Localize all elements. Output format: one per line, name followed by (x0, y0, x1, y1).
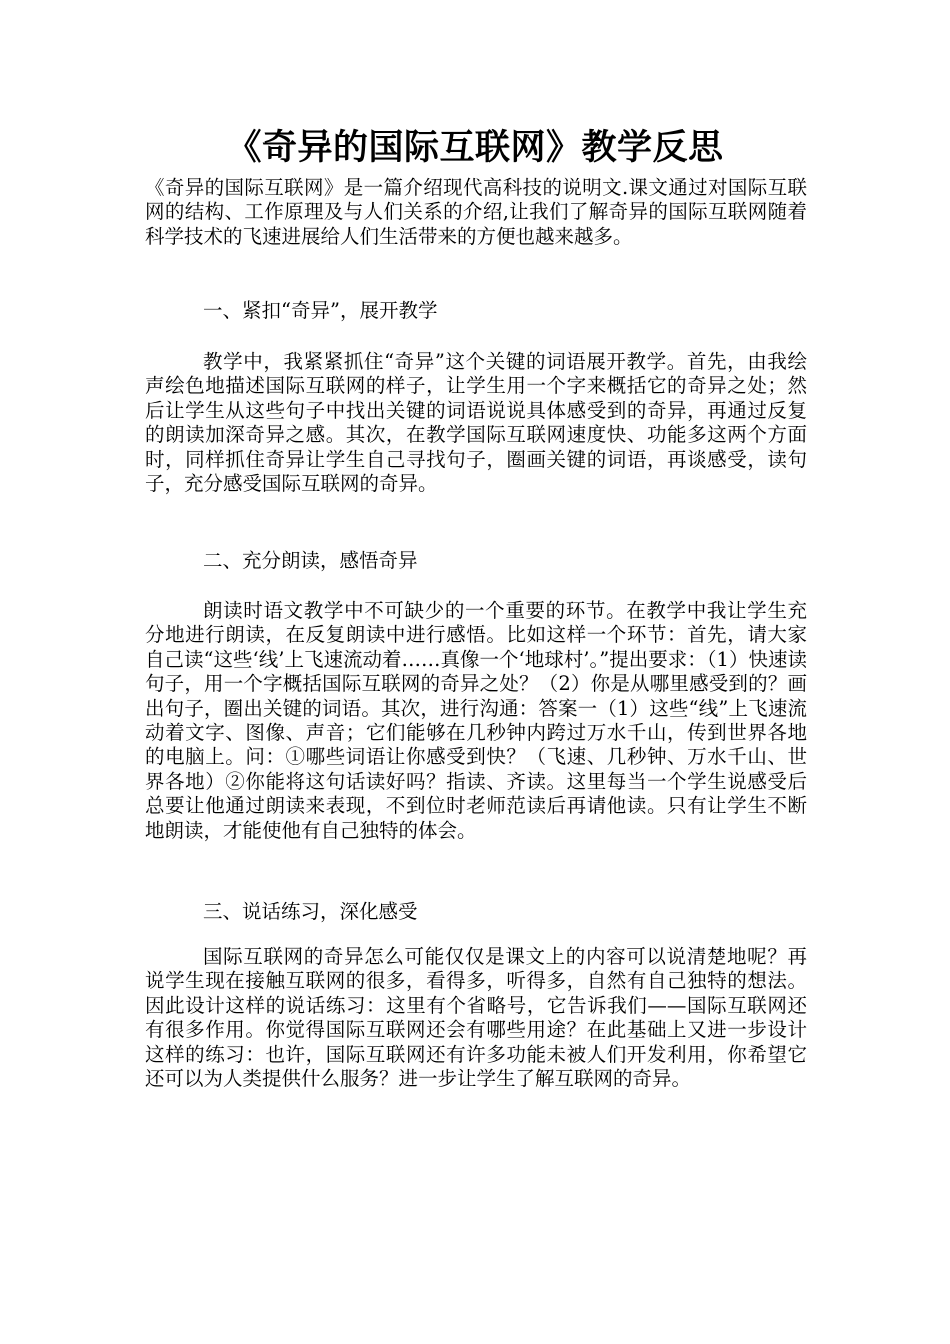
section-paragraph-2: 朗读时语文教学中不可缺少的一个重要的环节。在教学中我让学生充分地进行朗读，在反复朗读中进行感悟。比如这样一个环节：首先，请大家自己读“这些‘线’上飞速流动着……真像一个‘地球村’。”提出要求：（1）快速读句子，用一个字概括国际互联网的奇异之处？（2）你是从哪里感受到的？画出句子，圈出关键的词语。其次，进行沟通：答案一（1）这些“线”上飞速流动着文字、图像、声音；它们能够在几秒钟内跨过万水千山，传到世界各地的电脑上。问：①哪些词语让你感受到快？（飞速、几秒钟、万水千山、世界各地）②你能将这句话读好吗？指读、齐读。这里每当一个学生说感受后总要让他通过朗读来表现，不到位时老师范读后再请他读。只有让学生不断地朗读，才能使他有自己独特的体会。 (145, 599, 807, 842)
section-heading-1: 一、紧扣“奇异”，展开教学 (203, 299, 438, 322)
section-heading-3: 三、说话练习，深化感受 (203, 900, 418, 923)
section-paragraph-1: 教学中，我紧紧抓住“奇异”这个关键的词语展开教学。首先，由我绘声绘色地描述国际互联网的样子，让学生用一个字来概括它的奇异之处；然后让学生从这些句子中找出关键的词语说说具体感受到的奇异，再通过反复的朗读加深奇异之感。其次，在教学国际互联网速度快、功能多这两个方面时，同样抓住奇异让学生自己寻找句子，圈画关键的词语，再谈感受，读句子，充分感受国际互联网的奇异。 (145, 350, 807, 496)
section-paragraph-3: 国际互联网的奇异怎么可能仅仅是课文上的内容可以说清楚地呢？再说学生现在接触互联网的很多，看得多，听得多，自然有自己独特的想法。因此设计这样的说话练习：这里有个省略号，它告诉我们——国际互联网还有很多作用。你觉得国际互联网还会有哪些用途？在此基础上又进一步设计这样的练习：也许，国际互联网还有许多功能未被人们开发利用，你希望它还可以为人类提供什么服务？进一步让学生了解互联网的奇异。 (145, 945, 807, 1091)
intro-paragraph: 《奇异的国际互联网》是一篇介绍现代高科技的说明文.课文通过对国际互联网的结构、工作原理及与人们关系的介绍,让我们了解奇异的国际互联网随着科学技术的飞速进展给人们生活带来的方便也越来越多。 (145, 176, 807, 248)
section-heading-2: 二、充分朗读，感悟奇异 (203, 549, 418, 572)
document-title: 《奇异的国际互联网》教学反思 (226, 128, 724, 168)
